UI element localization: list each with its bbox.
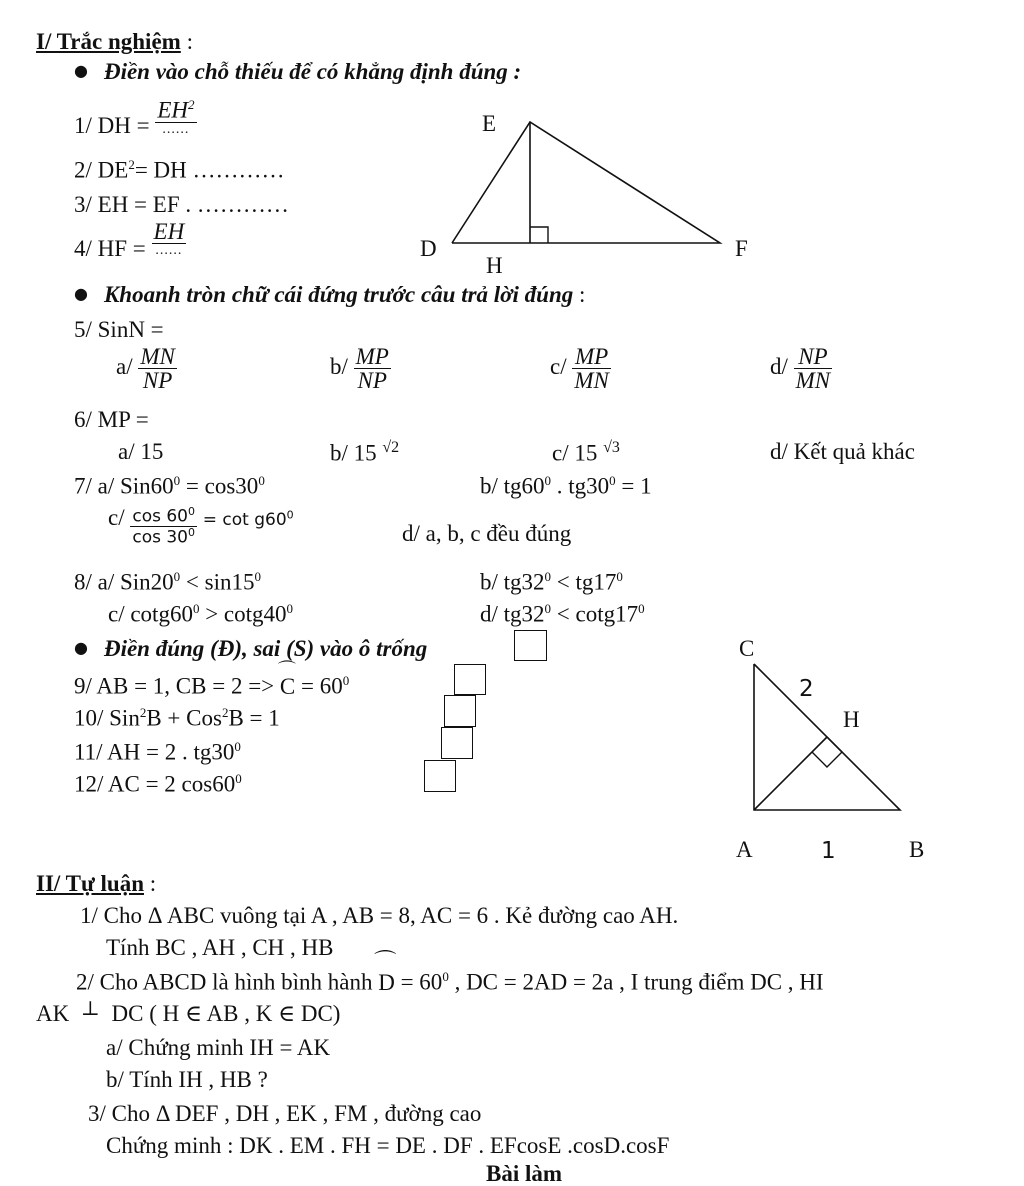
q10-sup1: 2 bbox=[139, 705, 147, 720]
question-5: 5/ SinN = bbox=[74, 317, 164, 342]
problem-2-part-b: b/ Tính IH , HB ? bbox=[106, 1067, 268, 1092]
p2-sup: 0 bbox=[442, 969, 449, 984]
q10-c: B = 1 bbox=[228, 705, 280, 731]
label-a: A bbox=[736, 837, 753, 862]
label-ch-length: 2 bbox=[799, 676, 814, 702]
q7-b-1: b/ tg60 bbox=[480, 473, 545, 499]
q5-b-label: b/ bbox=[330, 353, 348, 379]
question-2 bbox=[74, 158, 285, 182]
figure-triangle-abc bbox=[740, 650, 920, 830]
q8-option-d bbox=[480, 602, 645, 626]
q7-c-num-sup: 0 bbox=[188, 505, 195, 518]
q6-c-text: c/ 15 bbox=[552, 440, 598, 466]
q7-c-den: cos 30 bbox=[132, 527, 188, 548]
q2-sup: 2 bbox=[128, 157, 135, 172]
q6-b-radical: √2 bbox=[382, 439, 400, 456]
q5-c-num: MP bbox=[572, 345, 611, 369]
question-9 bbox=[74, 659, 350, 699]
q7-a-sup1: 0 bbox=[173, 473, 181, 488]
q4-lhs: 4/ HF = bbox=[74, 236, 146, 262]
q5-d-label: d/ bbox=[770, 353, 788, 379]
q8-option-a bbox=[74, 570, 261, 594]
q8-d-sup1: 0 bbox=[544, 601, 552, 616]
angle-hat-icon: ⌒ bbox=[374, 948, 397, 974]
q8-option-c bbox=[108, 602, 293, 626]
instruction-circle-text: Khoanh tròn chữ cái đứng trước câu trả lời đúng bbox=[103, 282, 574, 307]
label-f: F bbox=[735, 236, 748, 261]
part2-heading-colon: : bbox=[149, 871, 157, 896]
q1-num-sup: 2 bbox=[188, 97, 195, 112]
problem-1-line-1: 1/ Cho Δ ABC vuông tại A , AB = 8, AC = 6 . Kẻ đường cao AH. bbox=[80, 903, 679, 928]
question-10 bbox=[74, 706, 280, 730]
q10-a: 10/ Sin bbox=[74, 705, 140, 731]
q1-den: ...... bbox=[162, 121, 190, 137]
q5-c-den: MN bbox=[574, 368, 609, 393]
q7-b-3: = 1 bbox=[615, 473, 652, 499]
q7-option-b bbox=[480, 474, 652, 498]
q7-option-c bbox=[108, 506, 294, 546]
part2-heading bbox=[36, 872, 156, 895]
p2-line1-a: 2/ Cho ABCD là hình bình hành bbox=[76, 969, 379, 995]
q4-fraction bbox=[152, 220, 187, 258]
q7-c-label: c/ bbox=[108, 505, 125, 531]
p2-line2-b: DC ( H ∈ AB , K ∈ DC) bbox=[111, 1001, 341, 1026]
bullet-icon: ● bbox=[74, 638, 88, 657]
q8-option-b bbox=[480, 570, 623, 594]
q5-a-frac bbox=[138, 345, 177, 392]
q7-c-den-sup: 0 bbox=[188, 525, 195, 539]
q5-option-b bbox=[330, 345, 391, 392]
q5-option-c bbox=[550, 345, 611, 392]
bullet-icon: ● bbox=[74, 284, 88, 303]
q5-option-a bbox=[116, 345, 177, 392]
q2-b: = DH ………… bbox=[134, 157, 285, 183]
q10-b: B + Cos bbox=[146, 705, 222, 731]
q8-c-1: c/ cotg60 bbox=[108, 601, 193, 627]
q5-a-den: NP bbox=[142, 368, 173, 393]
q7-a-1: 7/ a/ Sin60 bbox=[74, 473, 174, 499]
label-h: H bbox=[486, 253, 503, 278]
part1-heading bbox=[36, 30, 193, 53]
q7-a-2: = cos30 bbox=[180, 473, 259, 499]
instruction-circle-colon: : bbox=[578, 282, 586, 307]
p2-angle bbox=[374, 948, 397, 995]
q5-b-den: NP bbox=[357, 368, 387, 393]
q12-text: 12/ AC = 2 cos60 bbox=[74, 771, 236, 797]
q7-b-sup1: 0 bbox=[544, 473, 552, 488]
q8-c-sup2: 0 bbox=[286, 601, 294, 616]
instruction-circle bbox=[74, 283, 585, 306]
label-h2: H bbox=[843, 707, 860, 732]
label-d: D bbox=[420, 236, 437, 261]
q7-a-sup2: 0 bbox=[258, 473, 265, 488]
q6-option-d: d/ Kết quả khác bbox=[770, 439, 915, 464]
right-angle-mark-h bbox=[812, 737, 842, 767]
altitude-ah bbox=[754, 737, 827, 810]
right-angle-mark bbox=[530, 227, 548, 243]
example-answer-box bbox=[514, 630, 547, 661]
part1-heading-colon: : bbox=[186, 29, 193, 54]
q11-text: 11/ AH = 2 . tg30 bbox=[74, 739, 235, 765]
q5-c-frac bbox=[572, 345, 611, 392]
footer-heading-partial: Bài làm bbox=[486, 1161, 563, 1186]
q8-b-1: b/ tg32 bbox=[480, 569, 545, 595]
label-c: C bbox=[739, 636, 755, 661]
q5-d-frac bbox=[794, 345, 833, 392]
problem-1-line-2: Tính BC , AH , CH , HB bbox=[106, 935, 334, 960]
problem-2-line-2 bbox=[36, 998, 341, 1026]
answer-box-12[interactable] bbox=[424, 760, 456, 792]
p2-line1-c: , DC = 2AD = 2a , I trung điểm DC , HI bbox=[448, 969, 824, 995]
q7-c-rhs-text: = cot g60 bbox=[202, 510, 287, 531]
q7-option-a bbox=[74, 474, 265, 498]
q8-a-2: < sin15 bbox=[180, 569, 255, 595]
q5-option-d bbox=[770, 345, 832, 392]
problem-3-line-2: Chứng minh : DK . EM . FH = DE . DF . EFcosE .cosD.cosF bbox=[106, 1133, 670, 1158]
q5-d-num: NP bbox=[794, 345, 833, 369]
problem-3-line-1: 3/ Cho Δ DEF , DH , EK , FM , đường cao bbox=[88, 1101, 482, 1126]
q6-option-b bbox=[330, 440, 399, 465]
q8-a-sup2: 0 bbox=[254, 569, 261, 584]
problem-2-line-1 bbox=[76, 948, 824, 995]
q7-c-rhs-sup: 0 bbox=[286, 508, 294, 522]
q8-a-1: 8/ a/ Sin20 bbox=[74, 569, 174, 595]
q7-b-sup2: 0 bbox=[609, 473, 616, 488]
q8-d-2: < cotg17 bbox=[551, 601, 639, 627]
q4-den: ...... bbox=[155, 243, 183, 258]
label-b: B bbox=[909, 837, 925, 862]
q8-a-sup1: 0 bbox=[173, 569, 181, 584]
question-11 bbox=[74, 740, 241, 764]
label-e: E bbox=[482, 111, 497, 136]
q8-b-2: < tg17 bbox=[551, 569, 617, 595]
q5-a-num: MN bbox=[140, 344, 175, 369]
problem-2-part-a: a/ Chứng minh IH = AK bbox=[106, 1035, 331, 1060]
q7-c-rhs bbox=[203, 510, 294, 530]
part1-heading-text: I/ Trắc nghiệm bbox=[36, 29, 181, 54]
q5-b-num: MP bbox=[355, 344, 389, 369]
instruction-true-false-text: Điền đúng (Đ), sai (S) vào ô trống bbox=[103, 636, 428, 661]
q1-fraction bbox=[155, 98, 196, 137]
bullet-icon: ● bbox=[74, 61, 88, 80]
question-6: 6/ MP = bbox=[74, 407, 149, 432]
q8-d-sup2: 0 bbox=[638, 601, 645, 616]
question-12 bbox=[74, 772, 242, 796]
answer-box-9[interactable] bbox=[454, 664, 486, 695]
triangle-def bbox=[452, 122, 720, 243]
answer-box-10[interactable] bbox=[444, 695, 476, 727]
q10-sup2: 2 bbox=[221, 705, 229, 720]
question-3: 3/ EH = EF . ………… bbox=[74, 192, 289, 217]
q9-sup: 0 bbox=[342, 673, 350, 688]
q5-c-label: c/ bbox=[550, 353, 567, 379]
q8-d-1: d/ tg32 bbox=[480, 601, 545, 627]
q4-num: EH bbox=[153, 219, 185, 244]
q6-option-c bbox=[552, 440, 620, 465]
instruction-true-false bbox=[74, 637, 427, 660]
q11-sup: 0 bbox=[234, 739, 241, 754]
q8-c-sup1: 0 bbox=[192, 601, 200, 616]
q5-d-den: MN bbox=[795, 368, 831, 393]
q5-b-frac bbox=[354, 345, 391, 392]
q7-c-frac bbox=[130, 506, 197, 546]
q9-angle bbox=[277, 659, 296, 699]
q5-a-label: a/ bbox=[116, 353, 133, 379]
q2-a: 2/ DE bbox=[74, 157, 129, 183]
instruction-fill-text: Điền vào chỗ thiếu để có khẳng định đúng : bbox=[103, 59, 522, 84]
question-1 bbox=[74, 96, 197, 138]
q1-num: EH bbox=[157, 97, 189, 123]
label-ab-length: 1 bbox=[821, 838, 836, 864]
perpendicular-icon: ⊥ bbox=[80, 998, 100, 1020]
angle-hat-icon: ⌒ bbox=[277, 659, 296, 680]
q12-sup: 0 bbox=[235, 771, 242, 786]
q8-b-sup1: 0 bbox=[544, 569, 552, 584]
q7-c-num: cos 60 bbox=[132, 506, 188, 527]
q8-c-2: > cotg40 bbox=[199, 601, 287, 627]
answer-box-11[interactable] bbox=[441, 727, 473, 759]
question-4 bbox=[74, 219, 186, 262]
q9-text: 9/ AB = 1, CB = 2 => bbox=[74, 673, 280, 699]
q6-option-a: a/ 15 bbox=[118, 439, 164, 464]
part2-heading-text: II/ Tự luận bbox=[36, 871, 144, 896]
instruction-fill bbox=[74, 60, 521, 83]
q9-angle-letter: C bbox=[279, 673, 296, 699]
p2-angle-letter: D bbox=[378, 969, 395, 995]
q6-c-radical: √3 bbox=[603, 439, 620, 456]
p2-line1-b: = 60 bbox=[394, 969, 443, 995]
p2-line2-a: AK bbox=[36, 1001, 70, 1026]
q1-lhs: 1/ DH = bbox=[74, 112, 150, 138]
q7-option-d: d/ a, b, c đều đúng bbox=[402, 521, 572, 546]
q7-b-2: . tg30 bbox=[551, 473, 610, 499]
q8-b-sup2: 0 bbox=[616, 569, 623, 584]
q9-end: = 60 bbox=[295, 673, 343, 699]
q6-b-text: b/ 15 bbox=[330, 440, 377, 466]
